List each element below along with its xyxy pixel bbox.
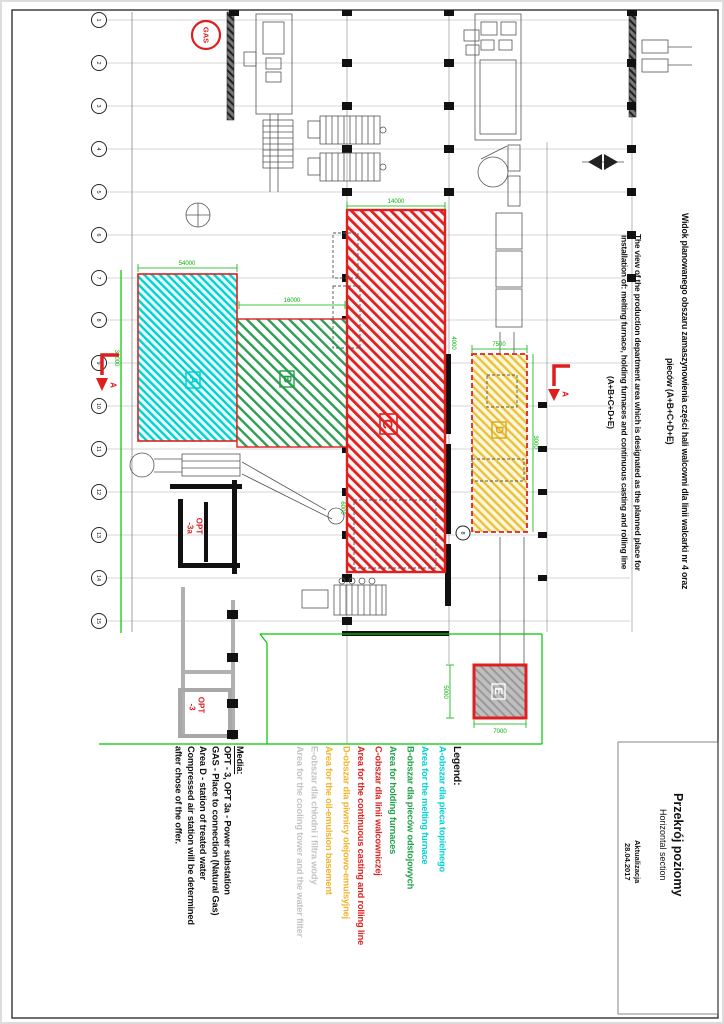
titleblock-update-label: Aktualizacja (633, 840, 642, 884)
title-en-line2: installation of: melting furnace, holding furnaces and continuous casting and rolling line (619, 234, 630, 570)
drawing-title-pl (658, 188, 692, 614)
grid-label: 2 (95, 61, 101, 65)
section-letter-left: A (108, 382, 118, 388)
section-arrow-left-icon (96, 378, 108, 391)
legend-a-en: Area for the melting furnace (420, 746, 430, 865)
titleblock-update-date: 28.04.2017 (623, 843, 632, 881)
section-cut-right (554, 366, 570, 386)
grid-label: 11 (95, 446, 101, 452)
grid-label: 10 (95, 402, 101, 410)
dim-a-width: 54000 (178, 261, 196, 267)
gas-stamp-label: GAS (201, 26, 211, 44)
grid-label: 5 (95, 190, 101, 194)
legend-c-pl: C-obszar dla linii walcowniczej (373, 746, 384, 876)
grid-label: 4 (95, 147, 101, 151)
legend-d-pl: D-obszar dla piwnicy olejowo-emulsyjnej (341, 746, 352, 920)
drawing-title-en (600, 194, 644, 610)
title-pl-line2: pieców (A+B+C+D+E) (665, 357, 675, 445)
dim-d-width: 7500 (492, 342, 506, 348)
media-notes (170, 746, 246, 1022)
zone-b-area (237, 319, 347, 447)
title-en-line3: (A+B+C+D+E) (606, 375, 616, 429)
dim-c-width: 14000 (387, 199, 405, 205)
legend (286, 746, 466, 1022)
axis-bubble-label: 8 (459, 531, 465, 535)
legend-b-pl: B-obszar dla pieców odstojowych (405, 746, 416, 890)
legend-e-en: Area for the cooling tower and the water filter (295, 746, 305, 938)
dim-d-height: 3000 (532, 435, 538, 449)
dim-e-height: 5000 (442, 685, 448, 699)
legend-b-en: Area for holding furnaces (388, 746, 398, 855)
media-line4: Compressed air station will be determined (185, 746, 196, 925)
title-en-line1: The view of the production department area which is designated as the planned place for (633, 233, 643, 571)
opt3a-label-line1: OPT (194, 517, 204, 535)
media-heading: Media: (235, 746, 245, 775)
media-line1: OPT - 3, OPT 3a - Power substation (222, 746, 233, 895)
media-line5: after chose of the offer. (173, 746, 184, 844)
opt3-label-line1: OPT (196, 696, 206, 714)
zones (138, 210, 527, 718)
zone-b-label: B (281, 375, 293, 383)
dim-b-width: 16000 (283, 298, 301, 304)
grid-label: 8 (95, 318, 101, 322)
media-line2: GAS - Place to connection (Natural Gas) (210, 746, 221, 916)
titleblock-update (616, 802, 642, 922)
section-letter-right: A (560, 391, 570, 397)
zone-d-label: D (493, 426, 505, 434)
grid-label: 9 (95, 361, 101, 365)
legend-c-en: Area for the continuous casting and rolling line (356, 746, 366, 946)
section-arrow-right-icon (548, 389, 560, 401)
legend-d-en: Area for the oil-emulsion basement (324, 746, 334, 895)
grid-label: 15 (95, 617, 101, 625)
grid-label: 12 (95, 488, 101, 496)
grid-label: 7 (95, 276, 101, 280)
dim-c-bottom: 6000 (339, 501, 345, 515)
dim-hall-height: 30000 (113, 349, 119, 367)
opt3-label-line2: -3 (187, 703, 197, 711)
titleblock-name-pl: Przekrój poziomy (671, 793, 685, 897)
dim-e-width: 7000 (493, 729, 507, 735)
grid-label: 13 (95, 531, 101, 539)
legend-a-pl: A-obszar dla pieca topielnego (437, 746, 448, 872)
opt3a-label-line2: -3a (185, 522, 195, 534)
zone-d-area (472, 354, 527, 532)
titleblock-name-en: Horizontal section (658, 809, 668, 881)
zone-c-label: C (380, 418, 396, 430)
titleblock-names (648, 750, 686, 940)
legend-heading: Legend: (451, 746, 463, 786)
zone-a-area (138, 274, 237, 441)
legend-e-pl: E-obszar dla chłodni i filtra wody (309, 746, 320, 885)
zone-c-area (347, 210, 445, 572)
zone-a-label: A (187, 376, 199, 384)
media-line3: Area D - station of treated water (198, 746, 209, 880)
title-pl-line1: Widok planowanego obszaru zamaszynowienia części hali walcowni dla linii walcarki nr 4 oraz (680, 212, 690, 590)
grid-label: 6 (95, 233, 101, 237)
grid-label: 1 (95, 18, 101, 22)
dim-d-left: 4000 (450, 336, 456, 350)
grid-label: 3 (95, 104, 101, 108)
axis-bubble-8 (456, 526, 470, 540)
grid-label: 14 (95, 574, 101, 582)
zone-e-label: E (492, 687, 504, 695)
